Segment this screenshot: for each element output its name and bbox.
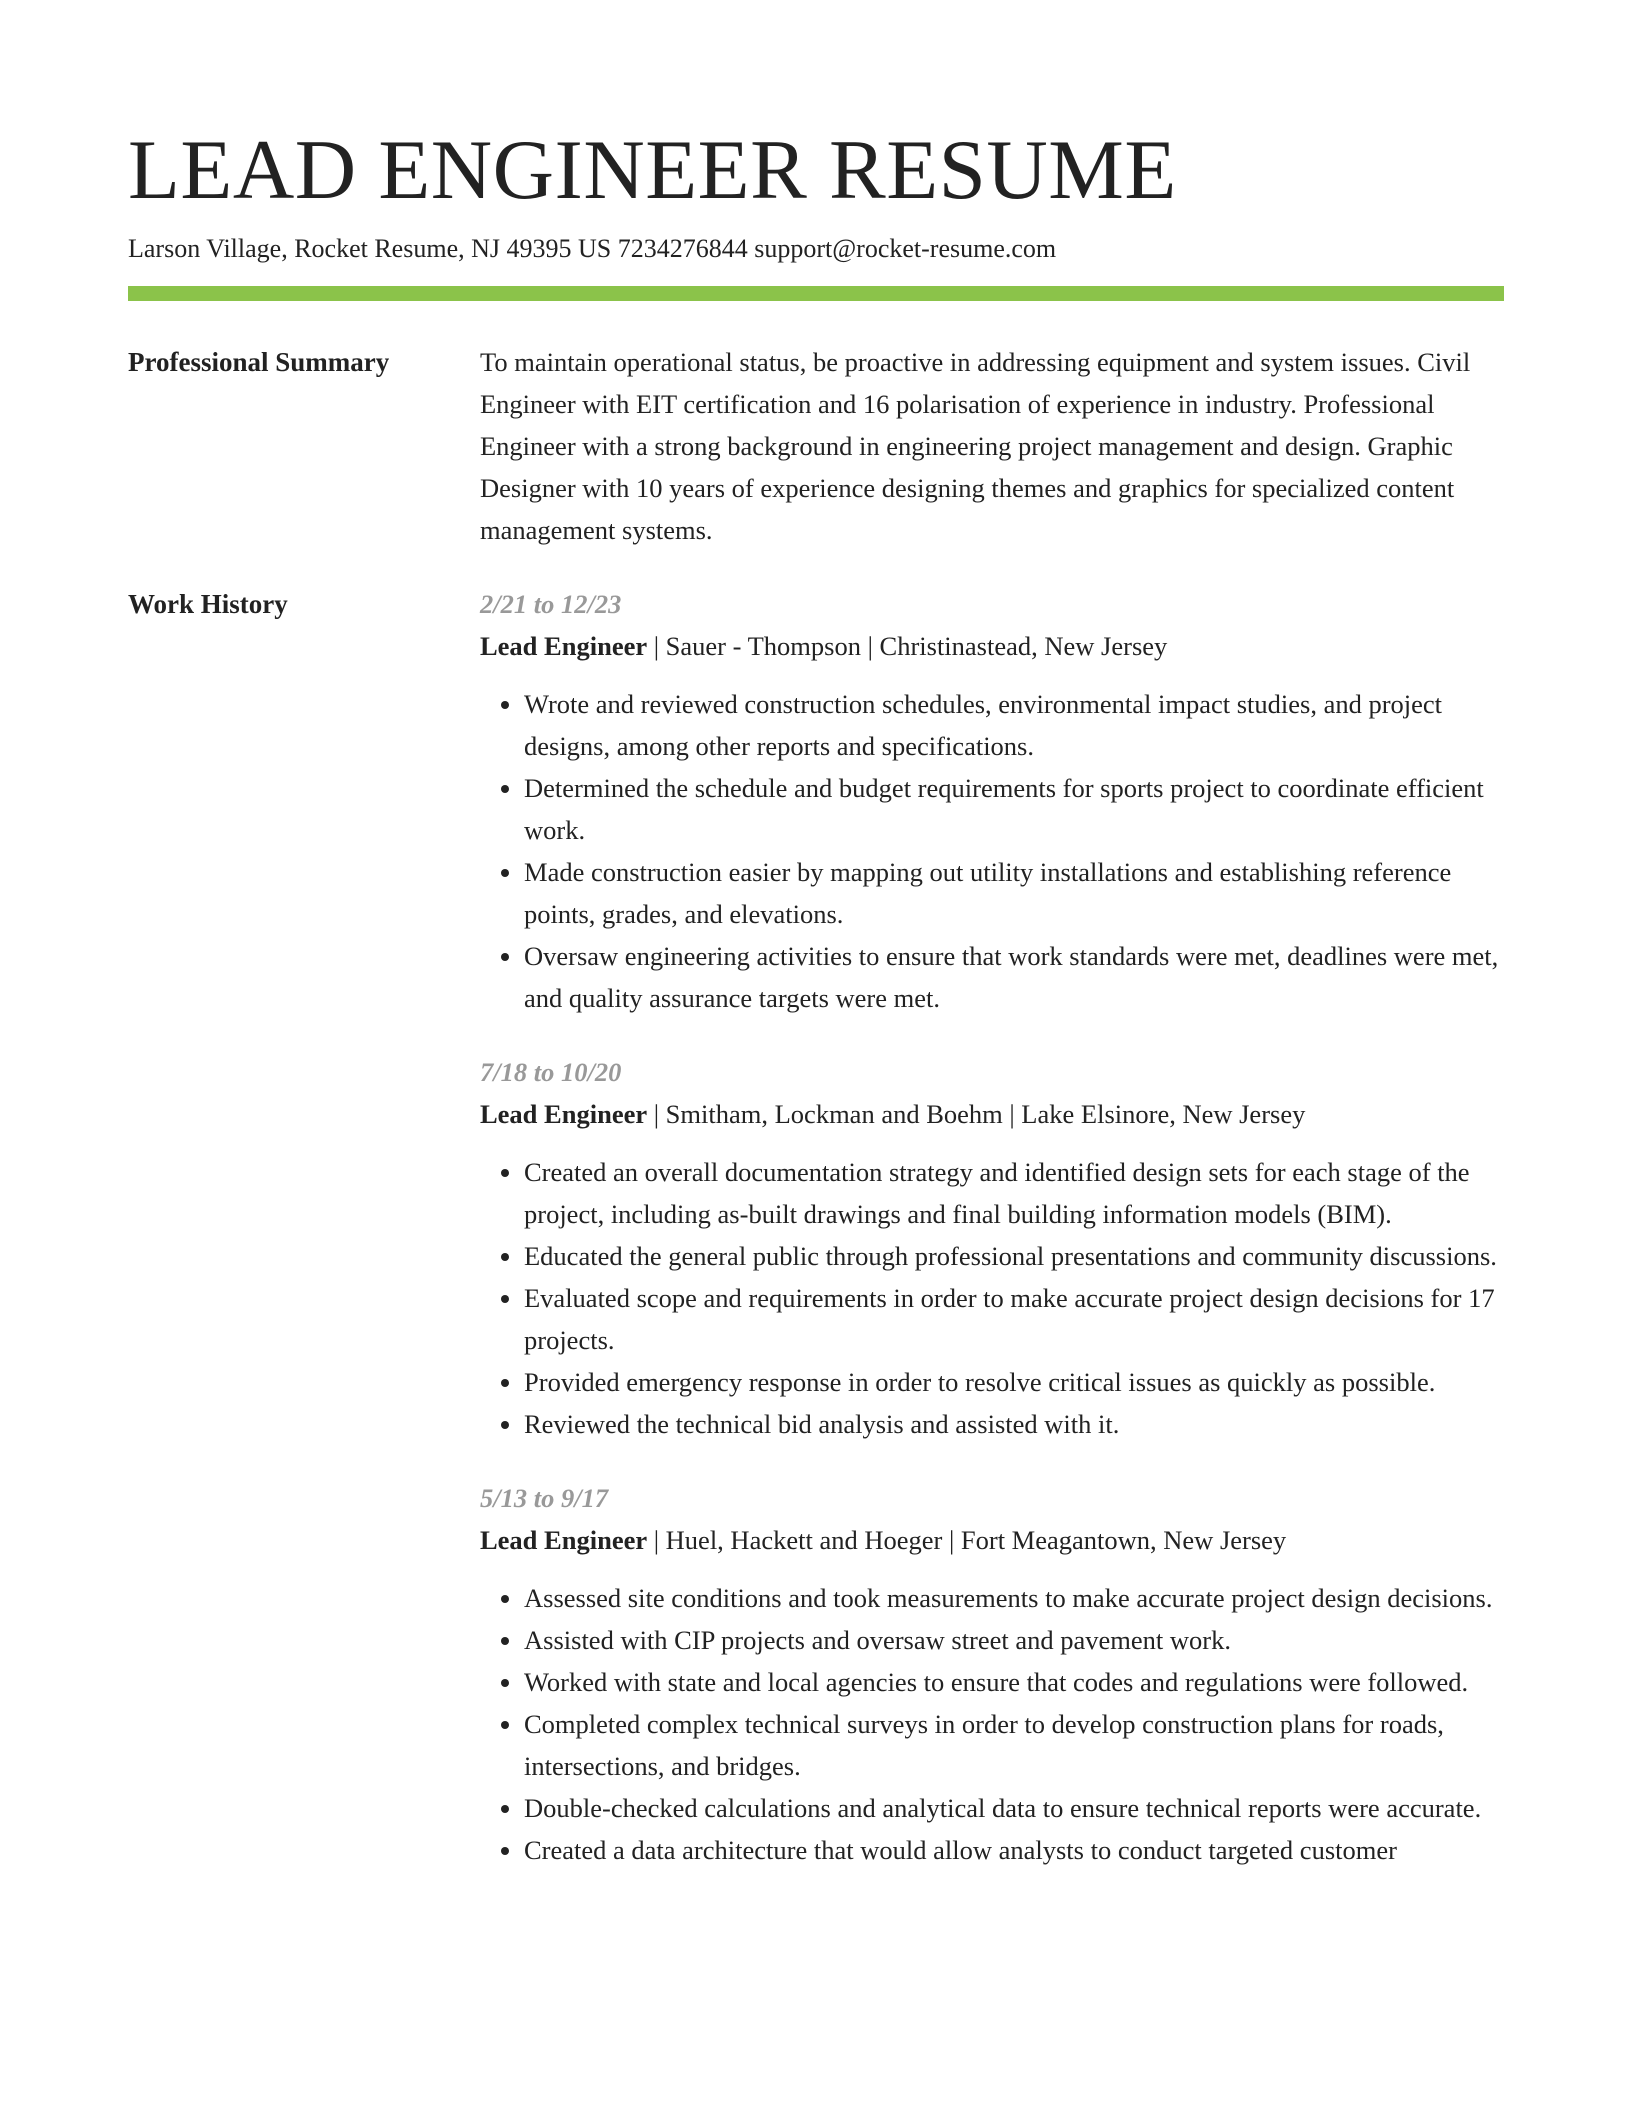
job-bullet: • Created a data architecture that would allow analysts to conduct targeted customer: [524, 1829, 1504, 1871]
job-entry: [480, 583, 1504, 1019]
job-entry: [480, 1051, 1504, 1445]
job-bullet-list: [480, 1577, 1504, 1871]
summary-text: To maintain operational status, be proactive in addressing equipment and system issues. Civil Engineer with EIT certification and 16 polarisation of experience in industry. Professional Engineer with a strong background in engineering project management and design. Graphic Designer with 10 years of experience designing themes and graphics for specialized content management systems.: [480, 347, 1471, 545]
job-bullet: • Assisted with CIP projects and oversaw street and pavement work.: [524, 1619, 1504, 1661]
job-bullet: • Reviewed the technical bid analysis and assisted with it.: [524, 1403, 1504, 1445]
job-bullet: • Made construction easier by mapping out utility installations and establishing reference points, grades, and elevations.: [524, 851, 1504, 935]
job-details: | Sauer - Thompson | Christinastead, New Jersey: [647, 631, 1168, 661]
job-bullet: • Created an overall documentation strategy and identified design sets for each stage of the project, including as-built drawings and final building information models (BIM).: [524, 1151, 1504, 1235]
contact-line: Larson Village, Rocket Resume, NJ 49395 US 7234276844 support@rocket-resume.com: [128, 234, 1057, 263]
section-label-work-history: Work History: [128, 589, 288, 619]
job-details: | Smitham, Lockman and Boehm | Lake Elsinore, New Jersey: [647, 1099, 1306, 1129]
job-dates: 5/13 to 9/17: [480, 1483, 609, 1513]
job-bullet: • Provided emergency response in order to resolve critical issues as quickly as possible.: [524, 1361, 1504, 1403]
job-heading: [480, 1519, 1504, 1561]
job-details: | Huel, Hackett and Hoeger | Fort Meagantown, New Jersey: [647, 1525, 1287, 1555]
job-bullet-list: [480, 683, 1504, 1019]
professional-summary-section: [128, 341, 1504, 551]
resume-title: LEAD ENGINEER RESUME: [128, 123, 1177, 217]
job-bullet: • Evaluated scope and requirements in order to make accurate project design decisions for 17 projects.: [524, 1277, 1504, 1361]
job-heading: [480, 625, 1504, 667]
accent-divider: [128, 286, 1504, 301]
job-bullet: • Worked with state and local agencies to ensure that codes and regulations were followed.: [524, 1661, 1504, 1703]
job-heading: [480, 1093, 1504, 1135]
job-title: Lead Engineer: [480, 1525, 648, 1555]
job-dates: 7/18 to 10/20: [480, 1057, 622, 1087]
job-dates: 2/21 to 12/23: [480, 589, 622, 619]
job-bullet: • Wrote and reviewed construction schedules, environmental impact studies, and project designs, among other reports and specifications.: [524, 683, 1504, 767]
job-bullet: • Oversaw engineering activities to ensure that work standards were met, deadlines were met, and quality assurance targets were met.: [524, 935, 1504, 1019]
work-history-list: [480, 583, 1504, 1871]
job-entry: [480, 1477, 1504, 1871]
job-title: Lead Engineer: [480, 631, 648, 661]
job-bullet: • Assessed site conditions and took measurements to make accurate project design decisions.: [524, 1577, 1504, 1619]
resume-page: [128, 120, 1504, 1871]
work-history-section: [128, 583, 1504, 1871]
job-bullet: • Educated the general public through professional presentations and community discussions.: [524, 1235, 1504, 1277]
job-bullet-list: [480, 1151, 1504, 1445]
job-bullet: • Double-checked calculations and analytical data to ensure technical reports were accurate.: [524, 1787, 1504, 1829]
job-bullet: • Determined the schedule and budget requirements for sports project to coordinate efficient work.: [524, 767, 1504, 851]
section-label-summary: Professional Summary: [128, 347, 390, 377]
job-title: Lead Engineer: [480, 1099, 648, 1129]
job-bullet: • Completed complex technical surveys in order to develop construction plans for roads, intersections, and bridges.: [524, 1703, 1504, 1787]
